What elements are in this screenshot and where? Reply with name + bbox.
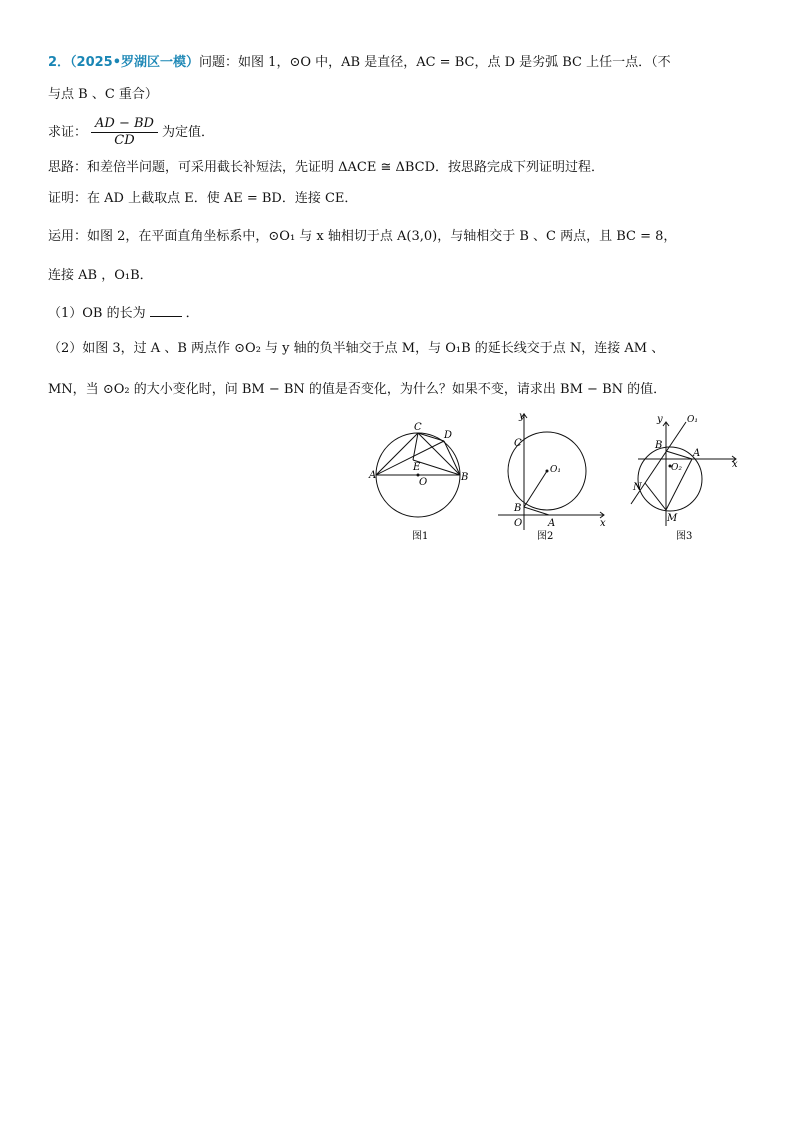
fraction-denominator: CD [114, 133, 135, 148]
figure-1-caption: 图1 [412, 531, 429, 542]
figure-2-caption: 图2 [537, 531, 554, 542]
label-b: B [461, 472, 468, 483]
label-e: E [413, 462, 421, 473]
label-d: D [444, 430, 453, 441]
question-2-line-2: MN，当 ⊙O₂ 的大小变化时，问 BM − BN 的值是否变化，为什么？如果不变，请求出 BM − BN 的值． [48, 382, 667, 397]
proof-goal-prefix: 求证： [48, 125, 88, 140]
ratio-fraction [91, 116, 158, 149]
label-a: A [693, 448, 701, 459]
label-x: x [732, 459, 738, 470]
idea-line: 思路：和差倍半问题，可采用截长补短法，先证明 ΔACE ≅ ΔBCD．按思路完成下列证明过程． [48, 160, 605, 175]
label-b: B [655, 440, 663, 451]
segment-mn [645, 483, 666, 510]
label-y: y [519, 411, 525, 422]
application-line-1: 运用：如图 2，在平面直角坐标系中，⊙O₁ 与 x 轴相切于点 A(3,0)，与轴相交于 B 、C 两点，且 BC = 8， [48, 229, 677, 244]
proof-goal [48, 116, 214, 150]
proof-line: 证明：在 AD 上截取点 E．使 AE = BD．连接 CE． [48, 191, 358, 206]
question-1-suffix: ． [185, 306, 199, 321]
segment-ad [376, 441, 444, 475]
question-1-text: （1）OB 的长为 [48, 306, 146, 321]
problem-source: （2025•罗湖区一模） [70, 55, 200, 70]
label-c: C [414, 422, 422, 433]
label-a: A [548, 518, 556, 529]
proof-goal-suffix: 为定值． [161, 125, 214, 140]
figure-1 [368, 408, 468, 548]
fraction-numerator: AD − BD [91, 116, 158, 133]
label-x: x [600, 518, 606, 529]
problem-statement-1: 问题：如图 1，⊙O 中，AB 是直径，AC = BC，点 D 是劣弧 BC 上任一点．（不 [199, 55, 671, 70]
label-y: y [657, 414, 663, 425]
figure-2 [494, 408, 614, 548]
answer-blank[interactable] [150, 304, 182, 317]
segment-bd [444, 441, 460, 475]
segment-ac [376, 433, 418, 475]
figure-3 [624, 408, 744, 548]
question-1 [48, 304, 199, 323]
figure-3-caption: 图3 [676, 531, 693, 542]
label-b: B [514, 503, 522, 514]
problem-line-2: 与点 B 、C 重合） [48, 87, 158, 102]
question-2-line-1: （2）如图 3，过 A 、B 两点作 ⊙O₂ 与 y 轴的负半轴交于点 M，与 O₁B 的延长线交于点 N，连接 AM 、 [48, 341, 665, 356]
label-o: O [514, 518, 523, 529]
segment-o1b [524, 471, 547, 507]
label-o1: O₁ [550, 465, 561, 475]
label-o: O [419, 477, 428, 488]
label-a: A [369, 470, 377, 481]
label-n: N [633, 482, 642, 493]
application-line-2: 连接 AB ，O₁B． [48, 268, 153, 283]
label-o2: O₂ [671, 463, 682, 473]
label-c: C [514, 438, 522, 449]
problem-line-1 [48, 54, 671, 72]
label-m: M [667, 513, 678, 524]
label-o1: O₁ [687, 415, 698, 425]
problem-number: 2． [48, 55, 71, 70]
